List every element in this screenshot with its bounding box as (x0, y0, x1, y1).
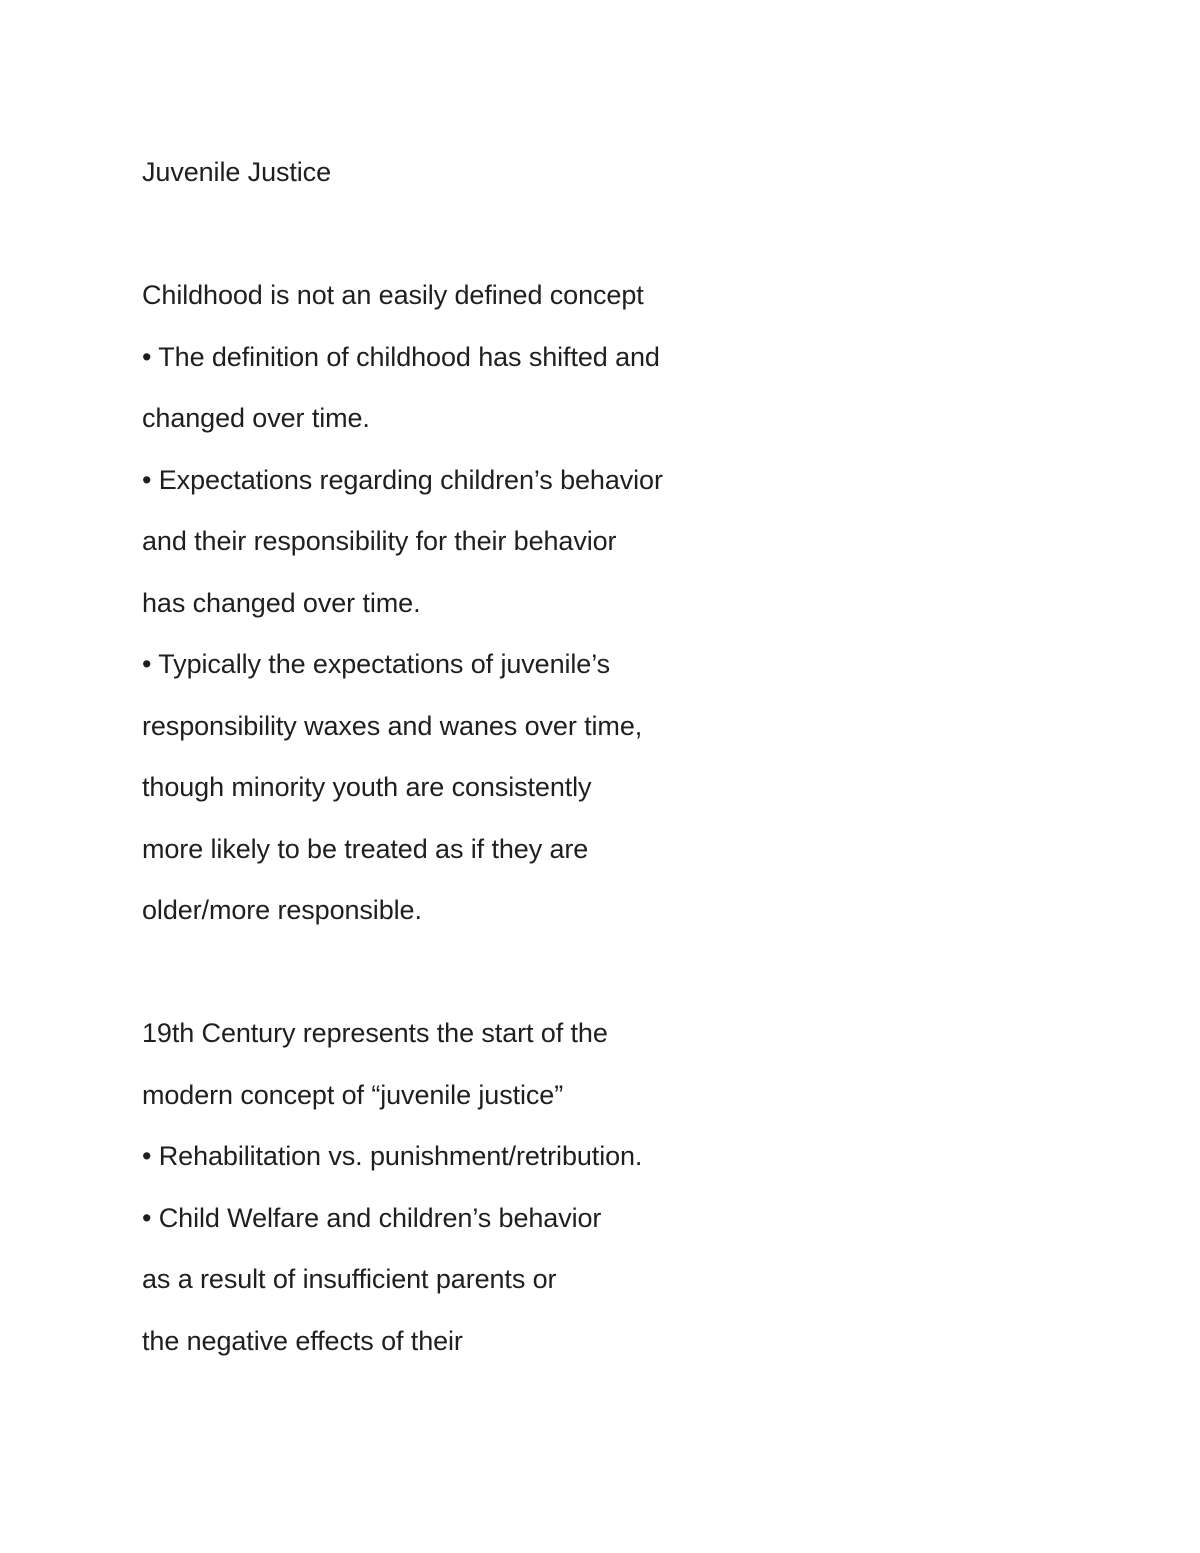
document-body (142, 142, 1042, 1372)
text-line: modern concept of “juvenile justice” (142, 1079, 564, 1110)
blank-line (142, 942, 1042, 1004)
text-line: • Expectations regarding children’s behavior (142, 464, 663, 495)
text-line: • Child Welfare and children’s behavior (142, 1202, 602, 1233)
text-line: older/more responsible. (142, 895, 422, 925)
text-line: • Rehabilitation vs. punishment/retribution. (142, 1141, 643, 1171)
text-line: the negative effects of their (142, 1325, 463, 1356)
text-line: more likely to be treated as if they are (142, 833, 589, 864)
text-line: changed over time. (142, 403, 370, 433)
text-line: responsibility waxes and wanes over time, (142, 710, 643, 741)
text-line: and their responsibility for their behavior (142, 526, 617, 556)
document-title: Juvenile Justice (142, 157, 331, 187)
text-line: as a result of insufficient parents or (142, 1264, 557, 1294)
text-line: has changed over time. (142, 587, 421, 618)
text-line: though minority youth are consistently (142, 772, 592, 802)
section-heading: Childhood is not an easily defined concept (142, 280, 644, 310)
blank-line (142, 204, 1042, 266)
text-line: • The definition of childhood has shifted and (142, 341, 660, 372)
text-line: • Typically the expectations of juvenile’s (142, 649, 611, 679)
text-line: 19th Century represents the start of the (142, 1018, 608, 1048)
